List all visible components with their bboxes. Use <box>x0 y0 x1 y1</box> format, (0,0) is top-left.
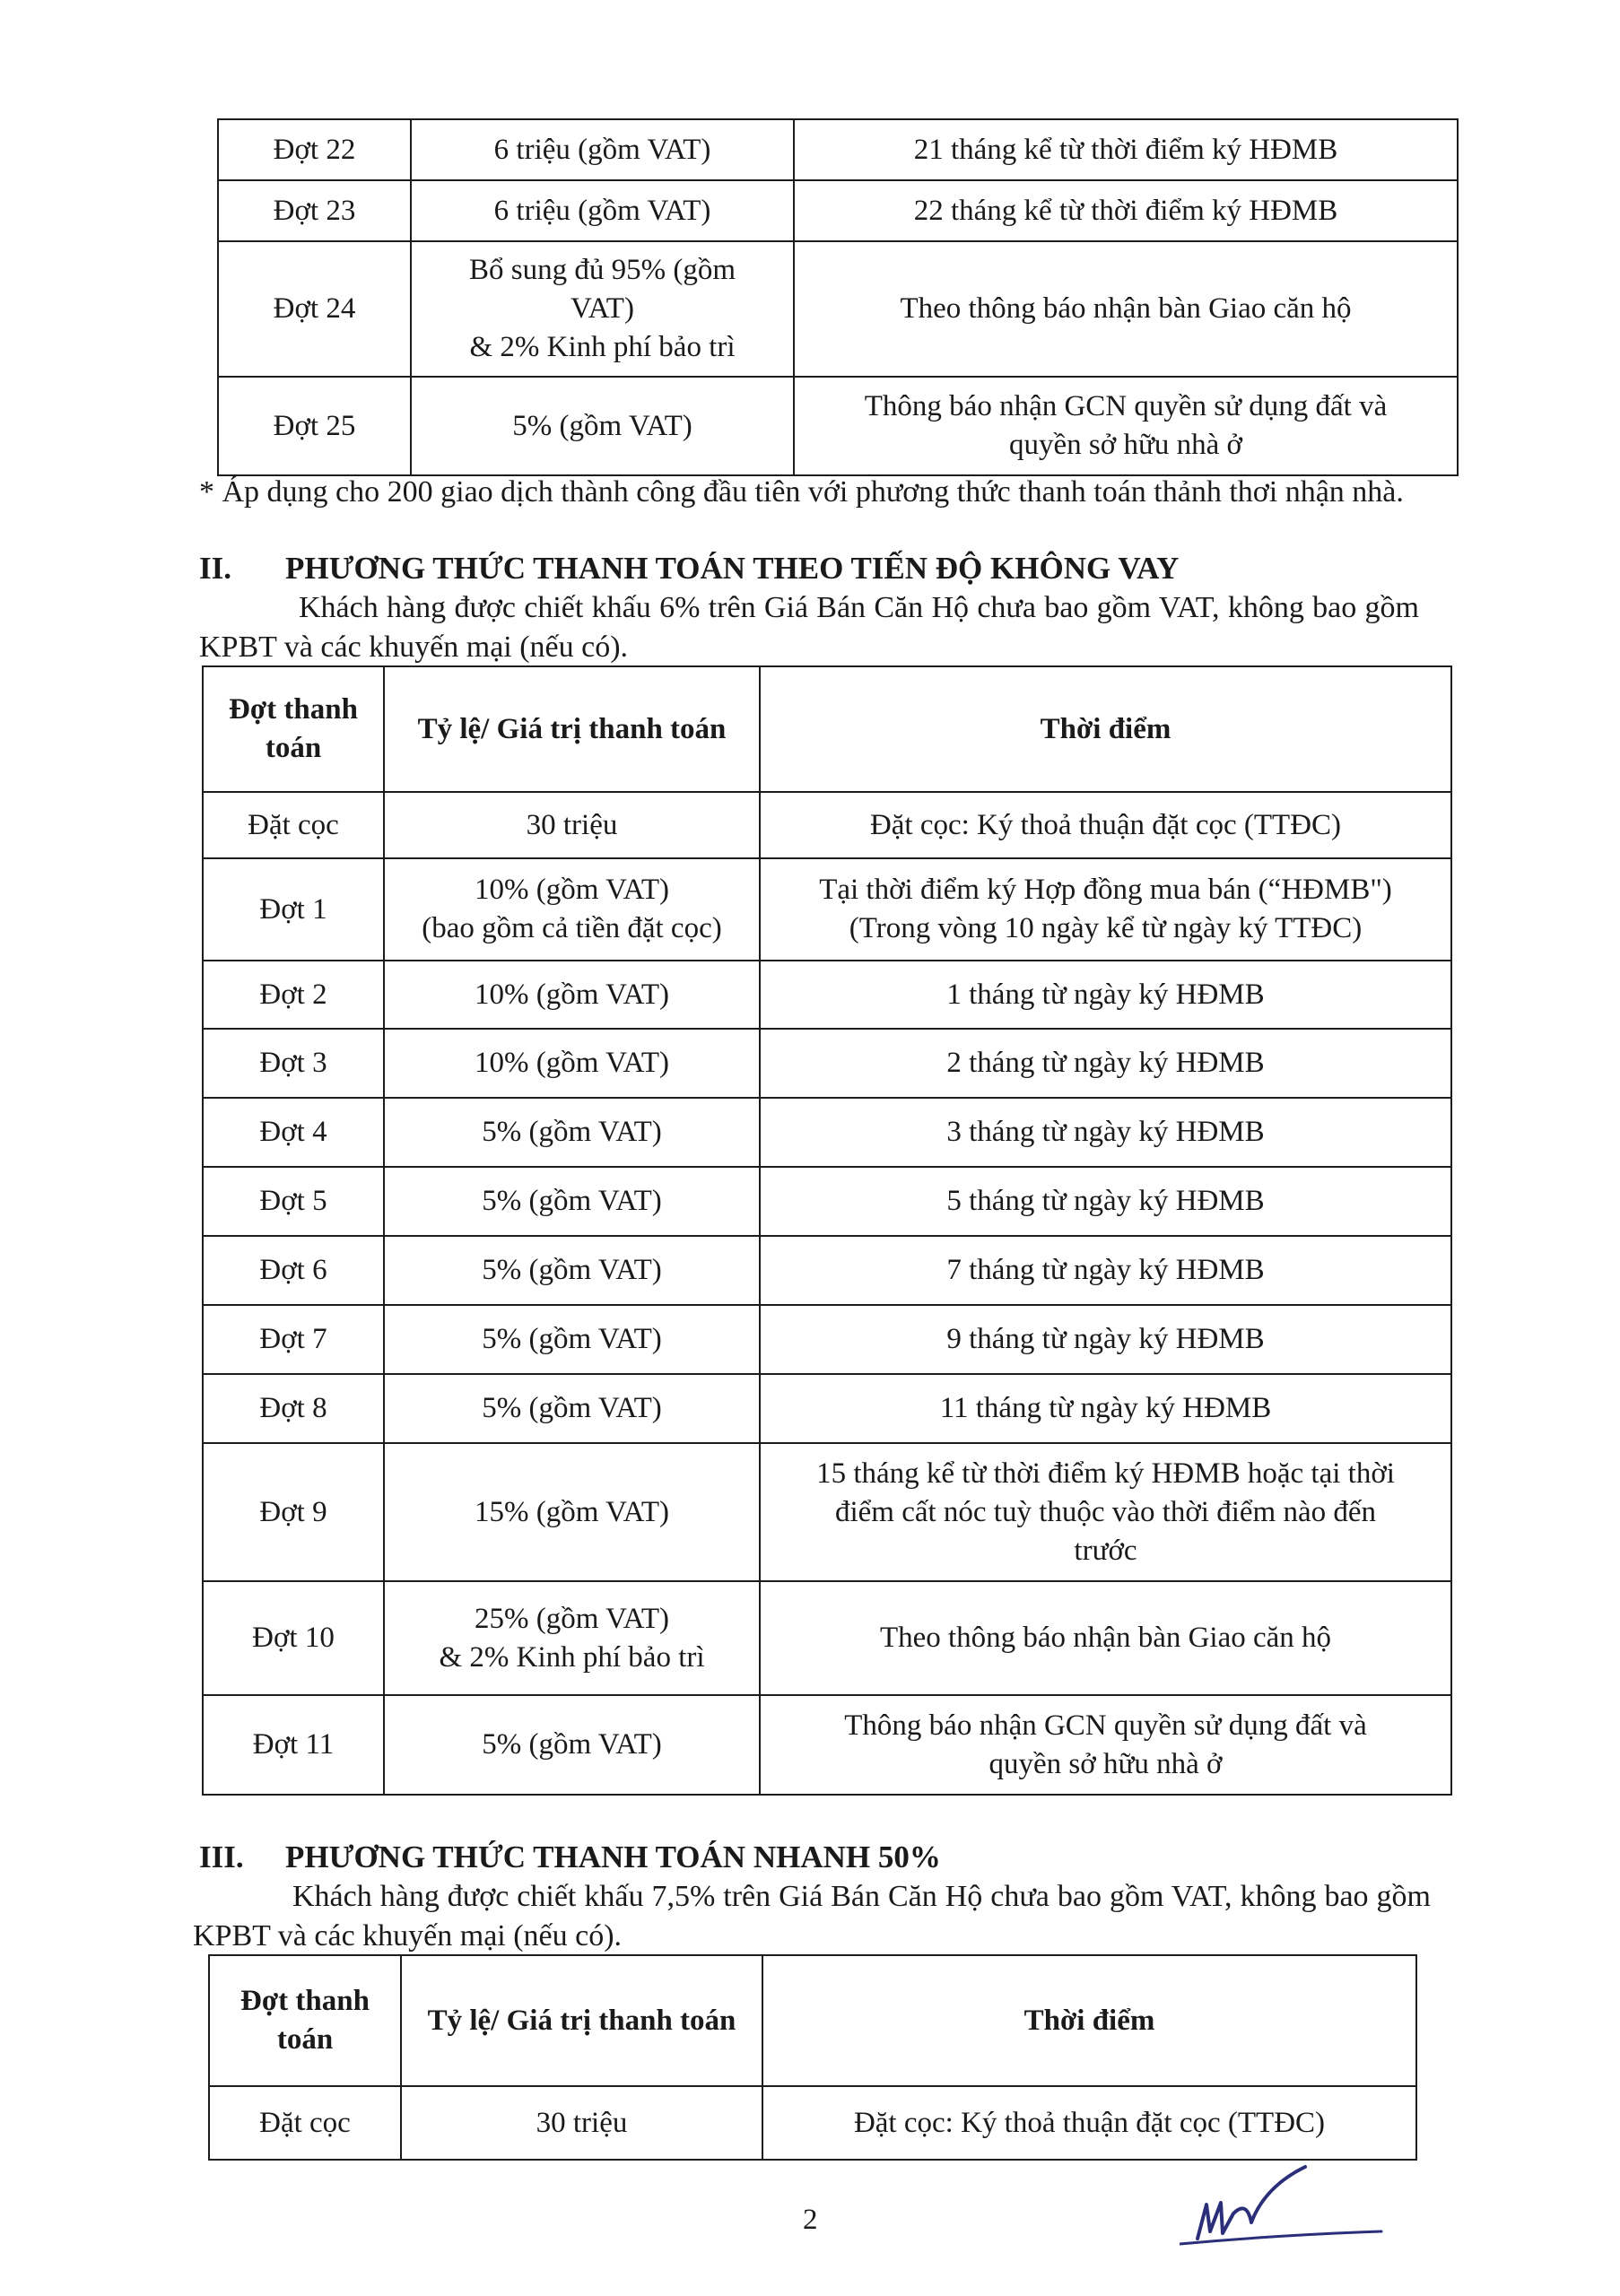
time-line: Thông báo nhận GCN quyền sử dụng đất và <box>864 390 1388 422</box>
table-row <box>203 1167 1451 1236</box>
time-line: 11 tháng từ ngày ký HĐMB <box>939 1392 1272 1424</box>
section2-text: Khách hàng được chiết khấu 6% trên Giá Bán Căn Hộ chưa bao gồm VAT, không bao gồm KPBT và các khuyến mại (nếu có). <box>199 591 1419 664</box>
stage-cell: Đợt 23 <box>218 180 411 241</box>
time-cell <box>762 2086 1416 2160</box>
time-cell <box>760 1443 1451 1581</box>
value-cell <box>411 180 794 241</box>
time-line: Đặt cọc: Ký thoả thuận đặt cọc (TTĐC) <box>853 2106 1326 2139</box>
footnote: * Áp dụng cho 200 giao dịch thành công đầu tiên với phương thức thanh toán thảnh thơi nhận nhà. <box>199 475 1404 509</box>
time-cell <box>794 377 1458 475</box>
value-cell <box>411 241 794 377</box>
time-cell <box>794 241 1458 377</box>
value-cell <box>411 377 794 475</box>
time-line: 22 tháng kể từ thời điểm ký HĐMB <box>913 194 1338 227</box>
stage-cell: Đợt 3 <box>203 1029 384 1098</box>
stage-cell: Đợt 22 <box>218 119 411 180</box>
value-line: & 2% Kinh phí bảo trì <box>469 331 736 363</box>
value-cell <box>384 1443 760 1581</box>
section3-number: III. <box>199 1839 244 1874</box>
value-line: 5% (gồm VAT) <box>482 1323 662 1355</box>
stage-cell: Đợt 5 <box>203 1167 384 1236</box>
table-row <box>203 1098 1451 1167</box>
table-row <box>218 180 1458 241</box>
time-line: Đặt cọc: Ký thoả thuận đặt cọc (TTĐC) <box>869 808 1342 841</box>
value-cell <box>384 961 760 1029</box>
table-row <box>209 2086 1416 2160</box>
time-cell <box>760 1305 1451 1374</box>
table-row <box>203 1443 1451 1581</box>
time-line: 3 tháng từ ngày ký HĐMB <box>946 1116 1265 1148</box>
time-cell <box>760 1236 1451 1305</box>
time-cell <box>760 1374 1451 1443</box>
time-line: 2 tháng từ ngày ký HĐMB <box>946 1047 1265 1079</box>
value-cell <box>384 1167 760 1236</box>
header-value: Tỷ lệ/ Giá trị thanh toán <box>401 1955 762 2086</box>
stage-cell: Đợt 2 <box>203 961 384 1029</box>
section2-title: PHƯƠNG THỨC THANH TOÁN THEO TIẾN ĐỘ KHÔNG VAY <box>285 551 1180 586</box>
value-line: 5% (gồm VAT) <box>482 1185 662 1217</box>
value-cell <box>384 858 760 961</box>
time-cell <box>760 1581 1451 1695</box>
stage-cell: Đợt 6 <box>203 1236 384 1305</box>
table-row <box>218 377 1458 475</box>
time-cell <box>760 961 1451 1029</box>
section2-number: II. <box>199 551 231 586</box>
stage-cell: Đợt 8 <box>203 1374 384 1443</box>
stage-cell: Đợt 7 <box>203 1305 384 1374</box>
header-stage: Đợt thanh toán <box>203 666 384 792</box>
value-line: 5% (gồm VAT) <box>482 1254 662 1286</box>
time-line: quyền sở hữu nhà ở <box>989 1747 1223 1780</box>
stage-cell: Đợt 1 <box>203 858 384 961</box>
header-time: Thời điểm <box>760 666 1451 792</box>
section2-heading <box>199 549 1179 588</box>
value-line: 10% (gồm VAT) <box>475 1047 669 1079</box>
table-row <box>203 961 1451 1029</box>
value-line: 5% (gồm VAT) <box>512 409 692 442</box>
section3-text: Khách hàng được chiết khấu 7,5% trên Giá Bán Căn Hộ chưa bao gồm VAT, không bao gồm KPBT và các khuyến mại (nếu có). <box>193 1880 1431 1952</box>
value-line: 10% (gồm VAT) <box>475 874 669 906</box>
time-line: Thông báo nhận GCN quyền sử dụng đất và <box>844 1709 1367 1742</box>
value-cell <box>384 1236 760 1305</box>
time-cell <box>794 180 1458 241</box>
time-line: 1 tháng từ ngày ký HĐMB <box>946 978 1265 1011</box>
time-cell <box>760 858 1451 961</box>
stage-cell: Đặt cọc <box>203 792 384 858</box>
stage-cell: Đợt 11 <box>203 1695 384 1795</box>
value-cell <box>384 1581 760 1695</box>
value-cell <box>384 1098 760 1167</box>
time-line: 15 tháng kể từ thời điểm ký HĐMB hoặc tại thời <box>816 1457 1395 1490</box>
time-line: trước <box>1074 1534 1137 1567</box>
header-stage: Đợt thanh toán <box>209 1955 401 2086</box>
time-line: 5 tháng từ ngày ký HĐMB <box>946 1185 1265 1217</box>
value-line: 30 triệu <box>526 808 618 841</box>
time-cell <box>760 1098 1451 1167</box>
value-cell <box>384 1029 760 1098</box>
time-line: quyền sở hữu nhà ở <box>1009 429 1242 461</box>
value-cell <box>384 1374 760 1443</box>
value-line: 10% (gồm VAT) <box>475 978 669 1011</box>
time-cell <box>760 792 1451 858</box>
table-row <box>203 1695 1451 1795</box>
table-row <box>203 1581 1451 1695</box>
header-value: Tỷ lệ/ Giá trị thanh toán <box>384 666 760 792</box>
time-line: Theo thông báo nhận bàn Giao căn hộ <box>879 1622 1332 1654</box>
table-row <box>203 1029 1451 1098</box>
value-line: 5% (gồm VAT) <box>482 1116 662 1148</box>
time-line: 21 tháng kể từ thời điểm ký HĐMB <box>913 133 1338 166</box>
table-row <box>218 119 1458 180</box>
time-cell <box>794 119 1458 180</box>
table-row <box>203 858 1451 961</box>
value-line: VAT) <box>570 292 634 325</box>
value-line: Bổ sung đủ 95% (gồm <box>469 254 736 286</box>
time-cell <box>760 1029 1451 1098</box>
section3-heading <box>199 1838 941 1877</box>
section3-title: PHƯƠNG THỨC THANH TOÁN NHANH 50% <box>285 1839 941 1874</box>
value-line: 5% (gồm VAT) <box>482 1392 662 1424</box>
stage-cell: Đợt 10 <box>203 1581 384 1695</box>
signature-mark <box>1180 2160 1386 2258</box>
stage-cell: Đặt cọc <box>209 2086 401 2160</box>
time-cell <box>760 1167 1451 1236</box>
table-row <box>218 241 1458 377</box>
payment-table-continued <box>217 118 1459 476</box>
value-cell <box>384 1305 760 1374</box>
stage-cell: Đợt 9 <box>203 1443 384 1581</box>
value-line: 6 triệu (gồm VAT) <box>493 133 711 166</box>
value-line: 30 triệu <box>536 2106 628 2139</box>
value-line: 25% (gồm VAT) <box>475 1602 669 1635</box>
section3-description <box>193 1877 1431 1956</box>
time-line: 7 tháng từ ngày ký HĐMB <box>946 1254 1265 1286</box>
time-line: điểm cất nóc tuỳ thuộc vào thời điểm nào đến <box>834 1495 1377 1528</box>
table-row <box>203 1305 1451 1374</box>
header-time: Thời điểm <box>762 1955 1416 2086</box>
no-loan-payment-table <box>202 665 1452 1796</box>
value-cell <box>384 1695 760 1795</box>
value-line: 15% (gồm VAT) <box>475 1495 669 1528</box>
table-row <box>203 1236 1451 1305</box>
time-line: Theo thông báo nhận bàn Giao căn hộ <box>900 292 1352 325</box>
value-line: & 2% Kinh phí bảo trì <box>439 1640 705 1674</box>
stage-cell: Đợt 25 <box>218 377 411 475</box>
value-cell <box>384 792 760 858</box>
time-line: 9 tháng từ ngày ký HĐMB <box>946 1323 1265 1355</box>
section2-description <box>199 588 1419 667</box>
time-line: Tại thời điểm ký Hợp đồng mua bán (“HĐMB") <box>819 874 1392 906</box>
value-line: 5% (gồm VAT) <box>482 1728 662 1761</box>
value-cell <box>401 2086 762 2160</box>
table-row <box>203 792 1451 858</box>
value-line: (bao gồm cả tiền đặt cọc) <box>422 912 722 944</box>
value-cell <box>411 119 794 180</box>
stage-cell: Đợt 24 <box>218 241 411 377</box>
time-cell <box>760 1695 1451 1795</box>
time-line: (Trong vòng 10 ngày kể từ ngày ký TTĐC) <box>849 912 1363 944</box>
value-line: 6 triệu (gồm VAT) <box>493 194 711 227</box>
page-number: 2 <box>803 2204 818 2236</box>
fast-payment-table <box>208 1954 1417 2161</box>
table-row <box>203 1374 1451 1443</box>
stage-cell: Đợt 4 <box>203 1098 384 1167</box>
